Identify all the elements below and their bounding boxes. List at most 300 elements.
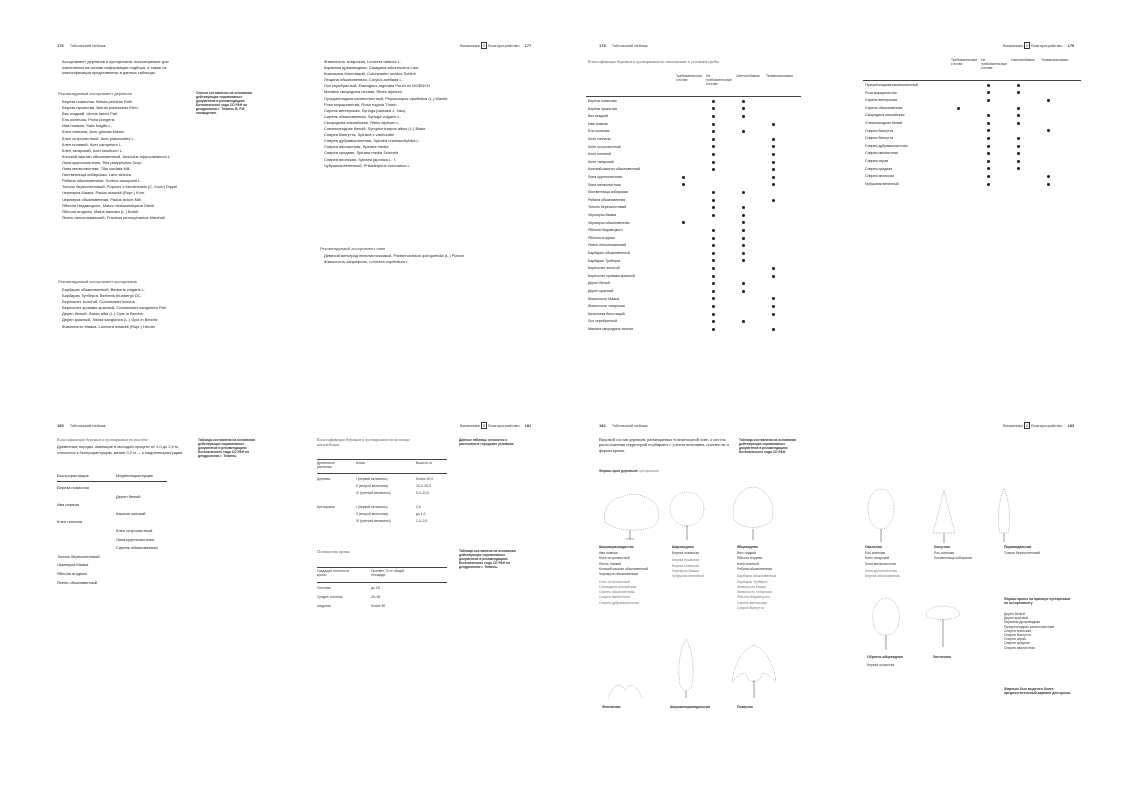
table-rule	[317, 459, 447, 460]
mark-dot	[772, 183, 775, 186]
crown-group-line: Ель колючая	[865, 551, 886, 555]
mark-dot	[772, 161, 775, 164]
table-row	[865, 143, 1080, 150]
crown-group-subline: Сирень обыкновенная	[599, 590, 635, 595]
column-header: Не требовательные к почве	[981, 58, 1007, 70]
mark-dot	[772, 123, 775, 126]
page-180	[0, 397, 280, 794]
mark-dot	[1017, 91, 1020, 94]
density-value: более 50	[371, 604, 386, 608]
row-label: Клен гиннала	[588, 137, 611, 141]
mark-dot	[712, 206, 715, 209]
mark-dot	[712, 297, 715, 300]
table-row	[588, 204, 803, 211]
crown-group-subline: Жимолость Маака	[737, 584, 767, 589]
mark-dot	[987, 99, 990, 102]
tree-item: Ель колючая, Picea pungens	[62, 117, 115, 123]
side-list-item: Пузыреплодник калинолистный	[1004, 624, 1055, 629]
crown-group-line: Клен остролистный	[599, 556, 630, 561]
mark-dot	[987, 122, 990, 125]
mark-dot	[1017, 122, 1020, 125]
mark-dot	[742, 237, 745, 240]
mark-dot	[742, 214, 745, 217]
fast-growing-item: Клен гиннала	[57, 519, 83, 525]
mark-dot	[712, 115, 715, 118]
section-lianas: Рекомендуемый ассортимент лиан	[320, 246, 386, 251]
shrub-item: Малина смородина лесная, Ribes alpinum	[324, 89, 402, 95]
page-181	[281, 397, 561, 794]
row-label: Спирея Вангутта	[865, 128, 894, 133]
shrub-item: Чубушник венечный, Philadelphus coronarius L.	[324, 162, 411, 168]
table-row	[865, 166, 1080, 173]
page-177	[281, 0, 561, 397]
side-note: Списки составлены на основании действующих нормативных документов в рекомендациях Ботанического сада СО РАН по дендрологии г. Тюмень В. Р.И. насаждения.	[196, 91, 252, 115]
slow-growing-item: Дерен белый	[116, 493, 141, 499]
row-label: Клен татарский	[588, 159, 614, 164]
table-rule	[57, 481, 167, 482]
table-row	[865, 105, 1080, 112]
table-row	[865, 173, 1080, 180]
side-note: Данные таблицы относятся к растениям в городских условиях.	[459, 438, 515, 446]
crown-group-title: Шаровидная	[672, 545, 694, 549]
conical-crown-sketch	[931, 489, 957, 545]
shrub-item: Бересклет золотой, Cotoneaster lucidus	[62, 299, 135, 305]
crown-group-line: Тополь бересклетовый	[1004, 551, 1041, 555]
mark-dot	[712, 199, 715, 202]
row-label: Липа мелколистная	[588, 182, 621, 187]
col-plants: Древесные растения	[317, 461, 335, 470]
table-row	[588, 113, 803, 120]
mark-dot	[1017, 160, 1020, 163]
running-head: Визионика 2 Благоустройство 177	[460, 43, 532, 48]
row-label: Сирень обыкновенная	[865, 105, 903, 110]
class-cell: I (первой величины)	[356, 505, 388, 509]
table-rule	[863, 80, 1081, 81]
liana-item: Жимолость каприфоль, Lonicera caprifolium L.	[324, 259, 410, 265]
mark-dot	[712, 244, 715, 247]
mark-dot	[1047, 183, 1050, 186]
table-row	[588, 318, 803, 325]
table-rule	[317, 567, 447, 568]
tree-item: Клен татарский, Acer tataricum L.	[62, 147, 124, 153]
row-label: Дерен красный	[588, 289, 614, 293]
col-fast-header: Быстрорастущие	[57, 473, 89, 478]
weeping-crown-sketch	[730, 642, 778, 700]
mark-dot	[712, 259, 715, 262]
tree-item: Яблоня Недзвецкого, Malus niedzwetzkyana Dieck	[62, 202, 155, 208]
col-gradation: Градация плотности кроны	[317, 569, 350, 578]
row-label: Жимолость Маака	[588, 296, 619, 301]
row-label: Малина смородина лесная	[588, 327, 634, 331]
shrub-item: Лещина обыкновенная, Corylus avellana L.	[324, 77, 403, 83]
row-label: Пузыреплодник калинолистный	[865, 83, 919, 87]
mark-dot	[712, 168, 715, 171]
crown-group-line: Ясень ломкий	[599, 561, 622, 566]
table-row	[588, 258, 803, 265]
table-row	[865, 135, 1080, 142]
row-label: Клен остролистный	[588, 144, 621, 149]
table-row	[588, 288, 803, 295]
crown-group-subline: Клен остролистный	[599, 579, 630, 584]
side-note: Таблица составлена на основании действующих нормативных документов в рекомендациях Ботанического сада СО РАН.	[739, 438, 796, 454]
mark-dot	[742, 100, 745, 103]
mark-dot	[987, 114, 990, 117]
mark-dot	[682, 221, 685, 224]
fast-growing-item: Тополь бересклетовый	[57, 553, 100, 559]
table-row	[588, 296, 803, 303]
broad-pyramidal-crown-sketch	[674, 637, 698, 699]
shrub-list-continued	[324, 59, 448, 169]
density-value: 25–50	[371, 595, 381, 599]
side-note-2: Таблица составлена на основании действующих нормативных документов в рекомендациях Ботанического сада СО РАН по дендрологии г. Тюмень.	[459, 549, 516, 569]
mark-dot	[712, 267, 715, 270]
page-176	[0, 0, 280, 397]
mark-dot	[712, 191, 715, 194]
crown-group-line: Яблоня ягодная	[737, 556, 763, 561]
row-label: Барбарис обыкновенный	[588, 251, 630, 255]
obovate-crown-sketch	[869, 595, 903, 651]
shrub-item: Спирея Вангутта, Spiraea x vanhouttei	[324, 132, 395, 138]
mark-dot	[987, 160, 990, 163]
running-head: 176 Тобольский пейзаж	[57, 43, 106, 48]
mark-dot	[712, 305, 715, 308]
bottom-crown-label: Широкопирамидальная	[670, 705, 711, 709]
col-gap: Просвет, % от общей площади	[371, 569, 405, 578]
row-label: Спирея иволистная	[865, 151, 898, 156]
fast-growing-item: Яблоня ягодная	[57, 571, 87, 576]
mark-dot	[1017, 137, 1020, 140]
row-label: Береза пушистая	[588, 106, 617, 111]
footnote: Жирным был выделен более предпочтительный вариант для кроны.	[1004, 687, 1072, 696]
mark-dot	[1017, 145, 1020, 148]
running-head: 182 Тобольский пейзаж	[599, 423, 648, 428]
fast-growing-item: Береза повислая	[57, 485, 89, 490]
column-header: Светолюбивые	[1011, 58, 1035, 62]
spread-180-181	[0, 397, 561, 794]
table-row	[865, 97, 1080, 104]
mark-dot	[742, 282, 745, 285]
liana-list	[324, 253, 464, 265]
oval-crown-sketch	[865, 487, 897, 543]
density-name: Ажурная	[317, 604, 331, 608]
mark-dot	[742, 191, 745, 194]
table-row	[865, 112, 1080, 119]
mark-dot	[987, 84, 990, 87]
row-label: Лиственница сибирская	[588, 190, 628, 195]
mark-dot	[1047, 99, 1050, 102]
mark-dot	[742, 252, 745, 255]
shrub-item: Лох серебристый, Elaeagnus argentea Pursh ex MOENCH	[324, 83, 431, 89]
tree-item: Клен гиннала, Acer ginnala Maxim	[62, 129, 125, 135]
broad-spreading-crown-sketch	[602, 492, 662, 540]
table-row	[588, 106, 803, 113]
mark-dot	[772, 305, 775, 308]
height-cell: 5,0–10,0	[416, 491, 430, 495]
row-label: Береза повислая	[588, 99, 617, 103]
shrub-item: Роза морщинистая, Rosa rugosa Thunb.	[324, 101, 398, 107]
table-rule	[317, 473, 447, 474]
row-label: Спирея японская	[865, 174, 894, 179]
side-list-item: Спирея японская	[1004, 628, 1032, 633]
tree-item: Рябина обыкновенная, Sorbus aucuparia L.	[62, 178, 142, 184]
shrub-item: Бересклет кроваво-красный, Cotoneaster sanguinea Pall.	[62, 305, 167, 311]
shrub-item: Дерен белый, Swida alba (L.) Opiz in Berchtr.	[62, 311, 144, 317]
tree-item: Конский каштан обыкновенный, Aesculus hippocastanum L.	[62, 153, 172, 159]
row-label: Яблоня ягодная	[588, 235, 615, 240]
mark-dot	[712, 275, 715, 278]
table-row	[865, 158, 1080, 165]
table-row	[865, 150, 1080, 157]
side-list-item: Карагана древовидная	[1004, 620, 1041, 625]
table-row	[865, 82, 1080, 89]
shrub-item: Спирея иволистная, Spiraea media	[324, 144, 389, 150]
row-label: Ясень пенсильванский	[588, 243, 627, 248]
column-header: Теневыносливые	[766, 74, 794, 78]
tree-item: Клен остролистный, Acer platanoides L.	[62, 135, 135, 141]
row-label: Снежноягодник белый	[865, 121, 903, 125]
row-label: Вяз гладкий	[588, 114, 608, 119]
mark-dot	[712, 282, 715, 285]
col-height: Высота, м	[416, 461, 432, 465]
height-cell: до 1,0	[416, 512, 426, 516]
table-row	[588, 242, 803, 249]
intro-text: Ассортимент деревьев и кустарников, используемых для озеленения на основе информации подбора, а также их классификация представлены в данных таблицах.	[62, 59, 169, 76]
row-label: Спирея Вангутта	[865, 136, 894, 141]
obovate-line: Береза пушистая	[867, 663, 895, 667]
tree-list	[62, 99, 177, 221]
table-row	[588, 250, 803, 257]
mark-dot	[712, 130, 715, 133]
tree-item: Ива ломкая, Salix fragilis L.	[62, 123, 112, 129]
row-label: Кизильник блестящий	[588, 311, 625, 316]
tree-item: Клен полевой, Acer campestre L.	[62, 141, 123, 147]
mark-dot	[712, 100, 715, 103]
shrub-item: Жимолость Маака, Lonicera maackii (Rupr.) Herder	[62, 323, 156, 329]
row-label: Жимолость татарская	[588, 304, 625, 309]
running-head: 178 Тобольский пейзаж	[599, 43, 648, 48]
crown-group-subline: Спирея Вангутта	[737, 606, 764, 610]
density-name: Плотная	[317, 586, 331, 590]
mark-dot	[1047, 175, 1050, 178]
column-header: Светолюбивые	[736, 74, 760, 78]
table-row	[588, 174, 803, 181]
shrub-item: Барбарис Тунберга, Berberis thunbergii DC.	[62, 293, 142, 299]
side-title: Формы кроны на примере кустарников по ассортименту	[1004, 597, 1071, 606]
table-row	[588, 151, 803, 158]
mark-dot	[742, 130, 745, 133]
crown-group-title: Яйцевидная	[737, 545, 758, 549]
table-row	[588, 98, 803, 105]
row-label: Спирея серая	[865, 159, 889, 163]
crown-group-line: Рябина обыкновенная	[737, 566, 773, 571]
mark-dot	[772, 275, 775, 278]
table-row	[588, 326, 803, 333]
shrub-item: Снежноягодник белый, Symphoricarpos albus (L.) Blake	[324, 126, 426, 132]
table-row	[588, 220, 803, 227]
table-row	[588, 265, 803, 272]
bottom-crown-label: Плакучая	[737, 705, 753, 709]
intro-text: Видовой состав деревьев, размещаемых в пешеходной зоне, а местах расположения территорий подбирают с учетом величины, плотности и формы кроны.	[599, 437, 729, 453]
mark-dot	[742, 259, 745, 262]
page-179	[843, 0, 1123, 397]
mark-dot	[957, 107, 960, 110]
table-rule	[317, 582, 447, 583]
tree-item: Липа мелколистная, Tilia cordata Mill.	[62, 166, 131, 172]
mark-dot	[772, 328, 775, 331]
class-cell: III (третьей величины)	[356, 491, 391, 495]
row-label: Бересклет золотой	[588, 266, 620, 271]
crown-group-title: Конусная	[934, 545, 950, 549]
class-cell: II (второй величины)	[356, 484, 389, 488]
running-head: 180 Тобольский пейзаж	[57, 423, 106, 428]
mark-dot	[1017, 152, 1020, 155]
mark-dot	[1047, 129, 1050, 132]
crown-group-subline: Чубушник венечный	[672, 574, 704, 579]
mark-dot	[712, 161, 715, 164]
shrub-item: Спирея средняя, Spiraea media Schmidt	[324, 150, 398, 156]
shrub-item: Дерен красный, Swida sanguinea (L.) Opiz in Berchtr.	[62, 317, 159, 323]
column-header: Требовательные к почве	[676, 74, 703, 82]
height-cell: 10,0–20,0	[416, 484, 432, 488]
row-label: Барбарис Тунберга	[588, 258, 621, 263]
mark-dot	[742, 229, 745, 232]
table-row	[588, 280, 803, 287]
crown-group-subline: Береза пушистая	[672, 558, 700, 563]
shrub-item: Спирея дубравколистная, Spiraea chamaedryfolia L.	[324, 138, 420, 144]
mark-dot	[987, 91, 990, 94]
mark-dot	[712, 214, 715, 217]
mark-dot	[987, 183, 990, 186]
tree-item: Береза повислая, Betula pendula Roth	[62, 99, 133, 104]
row-label: Рябина обыкновенная	[588, 197, 626, 202]
row-label: Черемуха Маака	[588, 213, 617, 217]
mark-dot	[772, 267, 775, 270]
mark-dot	[772, 176, 775, 179]
height-table-title: Классификация деревьев и кустарников по величине насаждения	[317, 437, 410, 448]
table-row	[588, 121, 803, 128]
column-header: Не требовательные к почве	[706, 74, 732, 86]
mark-dot	[742, 244, 745, 247]
row-label: Черемуха обыкновенная	[588, 220, 630, 225]
table-row	[865, 128, 1080, 135]
crown-group-line: Ель колючая	[934, 551, 955, 555]
table-title: Классификация деревьев и кустарников по отношению к условиям среды	[588, 59, 719, 64]
crown-group-line: Береза повислая	[672, 551, 700, 555]
table-row	[588, 212, 803, 219]
mark-dot	[987, 137, 990, 140]
tree-item: Ясень пенсильванский, Fraxinus pennsylvanica Marshall	[62, 214, 165, 220]
mark-dot	[742, 320, 745, 323]
table-rule	[586, 96, 801, 97]
section-trees: Рекомендуемый ассортимент деревьев	[58, 91, 132, 96]
row-label: Бересклет кроваво-красный	[588, 273, 635, 278]
mark-dot	[772, 313, 775, 316]
obovate-label: Обратно-яйцевидная	[867, 655, 903, 659]
row-label: Лох серебристый	[588, 319, 617, 324]
mark-dot	[742, 115, 745, 118]
umbrella-label: Зонтичная	[933, 655, 951, 659]
row-label: Ель колючая	[588, 129, 610, 134]
table-row	[588, 227, 803, 234]
mark-dot	[772, 145, 775, 148]
shrub-item: Смородина альпийская, Ribes alpinum L.	[324, 119, 400, 125]
tree-item: Вяз гладкий, Ulmus laevis Pall.	[62, 111, 119, 117]
crown-group-line: Черемуха обыкновенная	[599, 572, 639, 577]
shrub-item: Жимолость татарская, Lonicera tatarica L.	[324, 59, 402, 64]
col-slow-header: Медленнорастущие	[116, 473, 154, 478]
crown-group-subline: Жимолость татарская	[737, 590, 772, 595]
mark-dot	[987, 167, 990, 170]
slow-growing-item: Каштан конский	[116, 510, 146, 516]
table-row	[588, 235, 803, 242]
slow-growing-item: Клен остролистный	[116, 528, 153, 533]
running-head: Визионика 2 Благоустройство 179	[1003, 43, 1075, 48]
side-list-item: Спирея средняя	[1004, 641, 1030, 646]
tree-item: Черемуха Маака, Padus maackii (Rupr.) Kom.	[62, 190, 146, 196]
crown-group-subline: Барбарис Тунберга	[737, 579, 768, 584]
running-head: Визионика 2 Благоустройство 183	[1003, 423, 1075, 428]
mark-dot	[742, 206, 745, 209]
crown-group-subline: Береза обыкновенная	[865, 574, 900, 579]
mark-dot	[712, 145, 715, 148]
crown-group-subline: Смородина альпийская	[599, 584, 637, 589]
table-row	[588, 311, 803, 318]
row-label: Липа крупнолистная	[588, 175, 622, 179]
crown-group-title: Овальная	[865, 545, 882, 549]
spread-178-179	[562, 0, 1123, 397]
tree-item: Тополь бересклетовый, Populus x berolinensis (C. Koch) Dippel	[62, 184, 178, 190]
height-cell: 1,0–2,0	[416, 519, 428, 523]
crown-group-line: Лиственница сибирская	[934, 556, 972, 561]
umbrella-crown-sketch	[923, 597, 963, 649]
row-label: Смородина альпийская	[865, 113, 905, 118]
intro-text: Древесные породы, имеющие в молодой процент от 1,0 до 2,0 м, относятся к быстрорастущим, менее 0,2 м — к медленнорастущим.	[57, 444, 184, 455]
table-row	[588, 197, 803, 204]
shrub-item: Сирень венгерская, Syringa josikaea J. Jacq.	[324, 107, 407, 113]
tree-item: Липа крупнолистная, Tilia platyphyllos Scop.	[62, 159, 143, 165]
mark-dot	[987, 129, 990, 132]
side-list-item: Дерен красный	[1004, 616, 1028, 621]
fast-growing-item: Ясень обыкновенный	[57, 579, 97, 585]
mark-dot	[682, 183, 685, 186]
liana-item: Девичий виноград пятилисточковый, Parthenocissus quinquefolia (L.) Planch	[324, 253, 465, 258]
mark-dot	[712, 328, 715, 331]
class-cell: II (второй величины)	[356, 512, 389, 516]
mark-dot	[712, 313, 715, 316]
running-head: Визионика 2 Благоустройство 181	[460, 423, 532, 428]
density-title: Плотность кроны	[317, 549, 351, 554]
row-label: Роза морщинистая	[865, 90, 897, 95]
table-title: Классификация деревьев и кустарников по высоте	[57, 437, 148, 442]
mark-dot	[712, 138, 715, 141]
table-row	[865, 90, 1080, 97]
table-row	[588, 128, 803, 135]
row-label: Чубушник венечный	[865, 181, 899, 186]
mark-dot	[712, 107, 715, 110]
mark-dot	[712, 229, 715, 232]
crown-group-subline: Спирея иволистная	[599, 595, 630, 600]
mark-dot	[772, 297, 775, 300]
mark-dot	[712, 252, 715, 255]
tree-item: Яблоня ягодная, Malus baccata (L.) Borkh.	[62, 208, 140, 214]
table-row	[588, 189, 803, 196]
crown-group-subline: Липа крупнолистная	[865, 568, 898, 573]
side-list	[1004, 612, 1054, 650]
mark-dot	[712, 320, 715, 323]
shrub-item: Карагана древовидная, Caragana arborescens Lam.	[324, 65, 420, 71]
page-183	[843, 397, 1123, 794]
forms-label: Формы крон деревьев: кустарников	[599, 469, 659, 473]
